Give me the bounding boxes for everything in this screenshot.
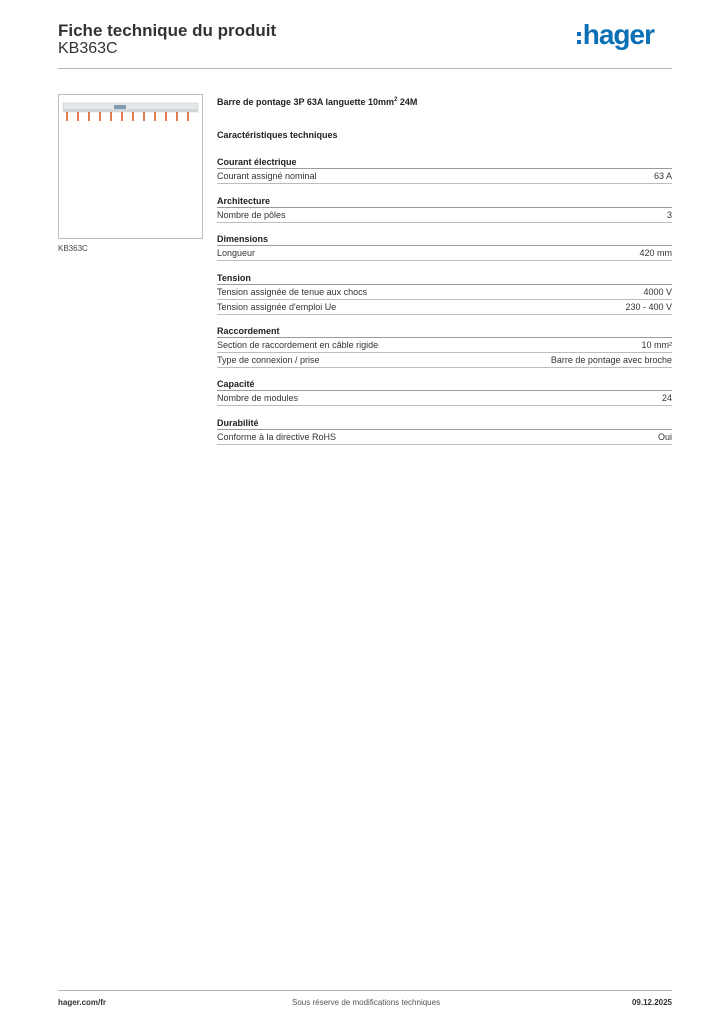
spec-value: 4000 V [643, 287, 672, 297]
group-title: Tension [217, 271, 672, 285]
busbar-pin [66, 112, 68, 121]
spec-label: Nombre de modules [217, 393, 299, 403]
spec-value: 420 mm [639, 248, 672, 258]
busbar-pin [110, 112, 112, 121]
footer-divider [58, 990, 672, 991]
spec-label: Courant assigné nominal [217, 171, 317, 181]
group-tension [217, 271, 672, 315]
product-name [217, 97, 417, 107]
spec-row [217, 169, 672, 184]
spec-row [217, 338, 672, 353]
group-title: Dimensions [217, 232, 672, 246]
spec-row [217, 391, 672, 406]
spec-value: Barre de pontage avec broche [550, 355, 672, 365]
spec-label: Longueur [217, 248, 256, 258]
spec-row [217, 430, 672, 445]
busbar-pin [176, 112, 178, 121]
logo-dots-icon [577, 32, 581, 44]
group-dimensions [217, 232, 672, 261]
group-courant-electrique [217, 155, 672, 184]
group-raccordement [217, 324, 672, 368]
product-image [58, 94, 203, 239]
document-footer [58, 998, 672, 1010]
group-title: Architecture [217, 194, 672, 208]
spec-label: Tension assignée d'emploi Ue [217, 302, 337, 312]
group-capacite [217, 377, 672, 406]
busbar-pin [143, 112, 145, 121]
busbar-pin [187, 112, 189, 121]
group-architecture [217, 194, 672, 223]
spec-row [217, 285, 672, 300]
busbar-pin [121, 112, 123, 121]
spec-value: Oui [657, 432, 672, 442]
spec-row [217, 246, 672, 261]
busbar-pin [77, 112, 79, 121]
group-title: Raccordement [217, 324, 672, 338]
group-durabilite [217, 416, 672, 445]
spec-value: 3 [666, 210, 672, 220]
footer-disclaimer: Sous réserve de modifications techniques [292, 998, 441, 1007]
spec-label: Tension assignée de tenue aux chocs [217, 287, 368, 297]
busbar-pin [132, 112, 134, 121]
busbar-pin [165, 112, 167, 121]
product-image-caption: KB363C [58, 244, 88, 253]
product-name-suffix: 24M [397, 97, 418, 107]
header-divider [58, 68, 672, 69]
group-title: Capacité [217, 377, 672, 391]
product-name-superscript: 2 [394, 97, 398, 103]
spec-value: 230 - 400 V [625, 302, 672, 312]
group-title: Durabilité [217, 416, 672, 430]
product-name-text: Barre de pontage 3P 63A languette 10mm [217, 97, 395, 107]
group-title: Courant électrique [217, 155, 672, 169]
document-title: Fiche technique du produit [58, 21, 277, 40]
spec-row [217, 353, 672, 368]
footer-date: 09.12.2025 [631, 998, 672, 1007]
busbar-pin [88, 112, 90, 121]
busbar-illustration [59, 95, 202, 238]
hager-logo [577, 20, 654, 50]
spec-row [217, 300, 672, 315]
busbar-pin [99, 112, 101, 121]
footer-website-link[interactable]: hager.com/fr [58, 998, 107, 1007]
product-reference: KB363C [58, 40, 118, 57]
spec-value: 63 A [653, 171, 672, 181]
busbar-pin [154, 112, 156, 121]
spec-value: 24 [661, 393, 672, 403]
spec-label: Type de connexion / prise [217, 355, 320, 365]
spec-row [217, 208, 672, 223]
section-heading: Caractéristiques techniques [217, 130, 338, 140]
spec-label: Section de raccordement en câble rigide [217, 340, 379, 350]
spec-label: Nombre de pôles [217, 210, 286, 220]
document-header [58, 20, 672, 70]
logo-text: hager [582, 19, 654, 50]
spec-value: 10 mm² [641, 340, 672, 350]
spec-label: Conforme à la directive RoHS [217, 432, 337, 442]
